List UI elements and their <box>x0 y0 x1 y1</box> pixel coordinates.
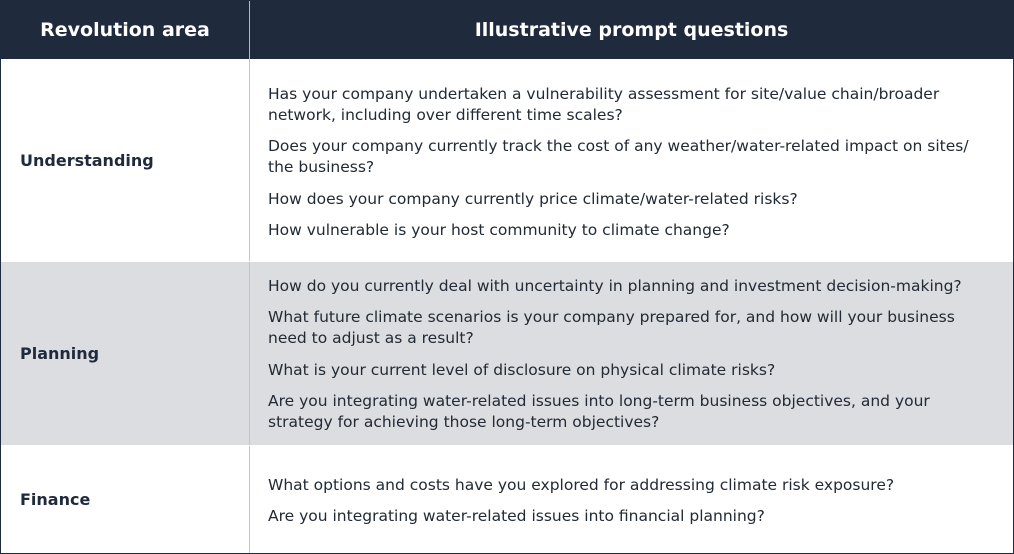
question-item: How vulnerable is your host community to climate change? <box>268 221 730 239</box>
question-item: What is your current level of disclosure on physical climate risks? <box>268 361 776 379</box>
table-row-planning <box>1 262 1013 445</box>
table-row-understanding <box>1 59 1013 261</box>
question-item: How does your company currently price climate/water-related risks? <box>268 190 798 208</box>
header-revolution-area: Revolution area <box>40 19 210 41</box>
question-item: Are you integrating water-related issues into financial planning? <box>268 507 765 525</box>
question-item: Has your company undertaken a vulnerability assessment for site/value chain/broader network, including over different time scales? <box>268 85 940 124</box>
question-item: Are you integrating water-related issues into long-term business objectives, and your strategy for achieving those long-term objectives? <box>268 392 930 431</box>
question-item: Does your company currently track the cost of any weather/water-related impact on sites/ the business? <box>268 137 969 176</box>
question-item: How do you currently deal with uncertainty in planning and investment decision-making? <box>268 277 962 295</box>
column-divider <box>249 59 250 261</box>
area-label-planning: Planning <box>20 344 100 363</box>
area-label-understanding: Understanding <box>20 150 154 170</box>
area-label-finance: Finance <box>20 490 91 509</box>
question-item: What options and costs have you explored for addressing climate risk exposure? <box>268 476 895 494</box>
question-item: What future climate scenarios is your company prepared for, and how will your business need to adjust as a result? <box>268 308 955 347</box>
column-divider <box>249 262 250 445</box>
header-prompt-questions: Illustrative prompt questions <box>474 19 789 41</box>
table-header <box>1 1 1013 59</box>
table-row-finance <box>1 446 1013 553</box>
column-divider <box>249 446 250 553</box>
